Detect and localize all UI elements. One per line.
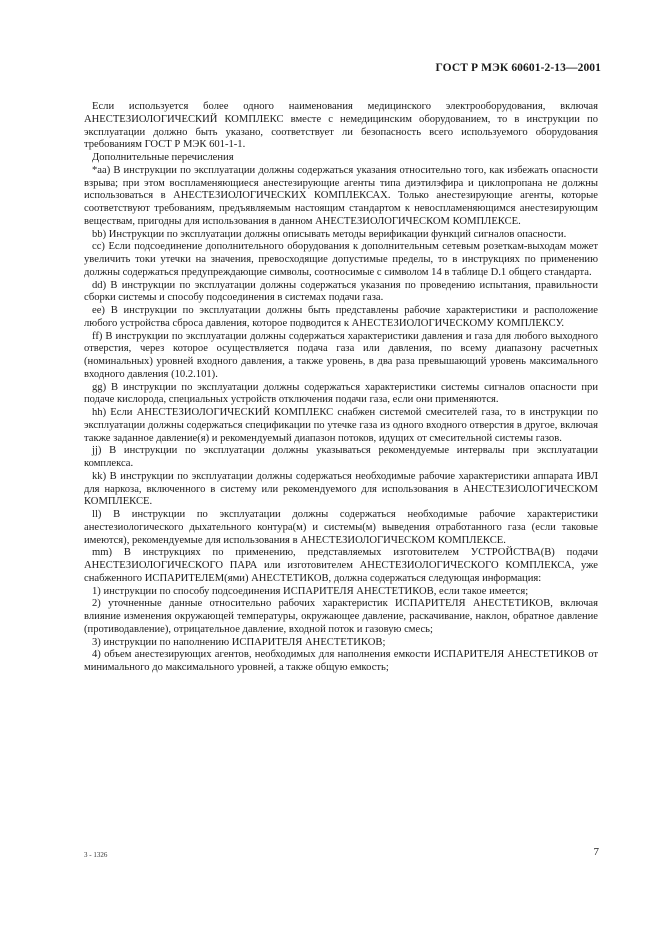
paragraph: hh) Если АНЕСТЕЗИОЛОГИЧЕСКИЙ КОМПЛЕКС снабжен системой смесителей газа, то в инструкции по эксплуатации должны содержаться спецификации по утечке газа из одного входного отверстия в другое, включая также заданное давление(я) и рекомендуемый диапазон потоков, идущих от смесительной системы газов. — [84, 407, 598, 444]
paragraph: dd) В инструкции по эксплуатации должны содержаться указания по проведению испытания, правильности сборки системы и способу подсоединения в системах подачи газа. — [84, 279, 598, 304]
paragraph: 1) инструкции по способу подсоединения ИСПАРИТЕЛЯ АНЕСТЕТИКОВ, если такое имеется; — [92, 585, 529, 597]
document-body — [84, 101, 598, 675]
document-header: ГОСТ Р МЭК 60601-2-13—2001 — [435, 62, 601, 74]
paragraph: сс) Если подсоединение дополнительного оборудования к дополнительным сетевым розеткам-выходам может увеличить токи утечки на значения, превосходящие допустимые пределы, то в инструкциях по применению должны содержаться предупреждающие символы, соотносимые с символом 14 в таблице D.1 общего стандарта. — [84, 241, 598, 278]
paragraph: kk) В инструкции по эксплуатации должны содержаться необходимые рабочие характеристики аппарата ИВЛ для наркоза, включенного в систему или рекомендуемого для использования в АНЕСТЕЗИОЛОГИЧЕСКОМ КОМПЛЕКСЕ. — [84, 470, 598, 508]
paragraph: ff) В инструкции по эксплуатации должны содержаться характеристики давления и газа для любого выходного отверстия, через которое осуществляется подача газа или давления, по всему диапазону расчетных (номинальных) уровней входного давления, а также уровень, в два раза превышающий уровень максимального входного давления (10.2.101). — [84, 330, 598, 380]
paragraph: 4) объем анестезирующих агентов, необходимых для наполнения емкости ИСПАРИТЕЛЯ АНЕСТЕТИКОВ от минимального до максимального уровней, а также общую емкость; — [84, 649, 598, 673]
paragraph: 2) уточненные данные относительно рабочих характеристик ИСПАРИТЕЛЯ АНЕСТЕТИКОВ, включая влияние изменения окружающей температуры, окружающее давление, раскачивание, наклон, обратное давление (противодавление), отрицательное давление, входной поток и газовую смесь; — [84, 598, 598, 635]
paragraph: *аа) В инструкции по эксплуатации должны содержаться указания относительно того, как избежать опасности взрыва; при этом воспламеняющиеся анестезирующие агенты типа диэтилэфира и циклопропана не должны использоваться в АНЕСТЕЗИОЛОГИЧЕСКИХ КОМПЛЕКСАХ. Только анестезирующие агенты, которые соответствуют требованиям, предъявляемым настоящим стандартом к невоспламеняющимся анестезирующим веществам, пригодны для использования в данном АНЕСТЕЗИОЛОГИЧЕСКОМ КОМПЛЕКСЕ. — [84, 164, 598, 227]
paragraph: ll) В инструкции по эксплуатации должны содержаться необходимые рабочие характеристики анестезиологического дыхательного контура(м) и системы(м) выведения отработанного газа (если таковые имеются), рекомендуемые для использования в АНЕСТЕЗИОЛОГИЧЕСКОМ КОМПЛЕКСЕ. — [84, 509, 598, 546]
paragraph: mm) В инструкциях по применению, представляемых изготовителем УСТРОЙСТВА(В) подачи АНЕСТЕЗИОЛОГИЧЕСКОГО ПАРА или изготовителем АНЕСТЕЗИОЛОГИЧЕСКОГО КОМПЛЕКСА, уже снабженного ИСПАРИТЕЛЕМ(ями) АНЕСТЕТИКОВ, должна содержаться следующая информация: — [84, 547, 598, 584]
paragraph: jj) В инструкции по эксплуатации должны указываться рекомендуемые интервалы при эксплуатации комплекса. — [84, 445, 598, 469]
paragraph: 3) инструкции по наполнению ИСПАРИТЕЛЯ АНЕСТЕТИКОВ; — [92, 636, 386, 648]
page-number: 7 — [593, 846, 599, 858]
paragraph: Если используется более одного наименования медицинского электрооборудования, включая АНЕСТЕЗИОЛОГИЧЕСКИЙ КОМПЛЕКС вместе с немедицинским оборудованием, то в инструкции по эксплуатации должно быть указано, соответствует ли безопасность всего используемого оборудования требованиям ГОСТ Р МЭК 601-1-1. — [84, 101, 598, 151]
paragraph: gg) В инструкции по эксплуатации должны содержаться характеристики системы сигналов опасности при подаче кислорода, специальных устройств отключения подачи газа, если они применяются. — [84, 381, 598, 406]
paragraph: ее) В инструкции по эксплуатации должны быть представлены рабочие характеристики и расположение любого устройства сброса давления, которое подводится к АНЕСТЕЗИОЛОГИЧЕСКОМУ КОМПЛЕКСУ. — [84, 305, 598, 329]
print-code: 3 - 1326 — [84, 851, 108, 859]
paragraph: Дополнительные перечисления — [92, 152, 234, 163]
paragraph: bb) Инструкции по эксплуатации должны описывать методы верификации функций сигналов опасности. — [92, 228, 567, 240]
